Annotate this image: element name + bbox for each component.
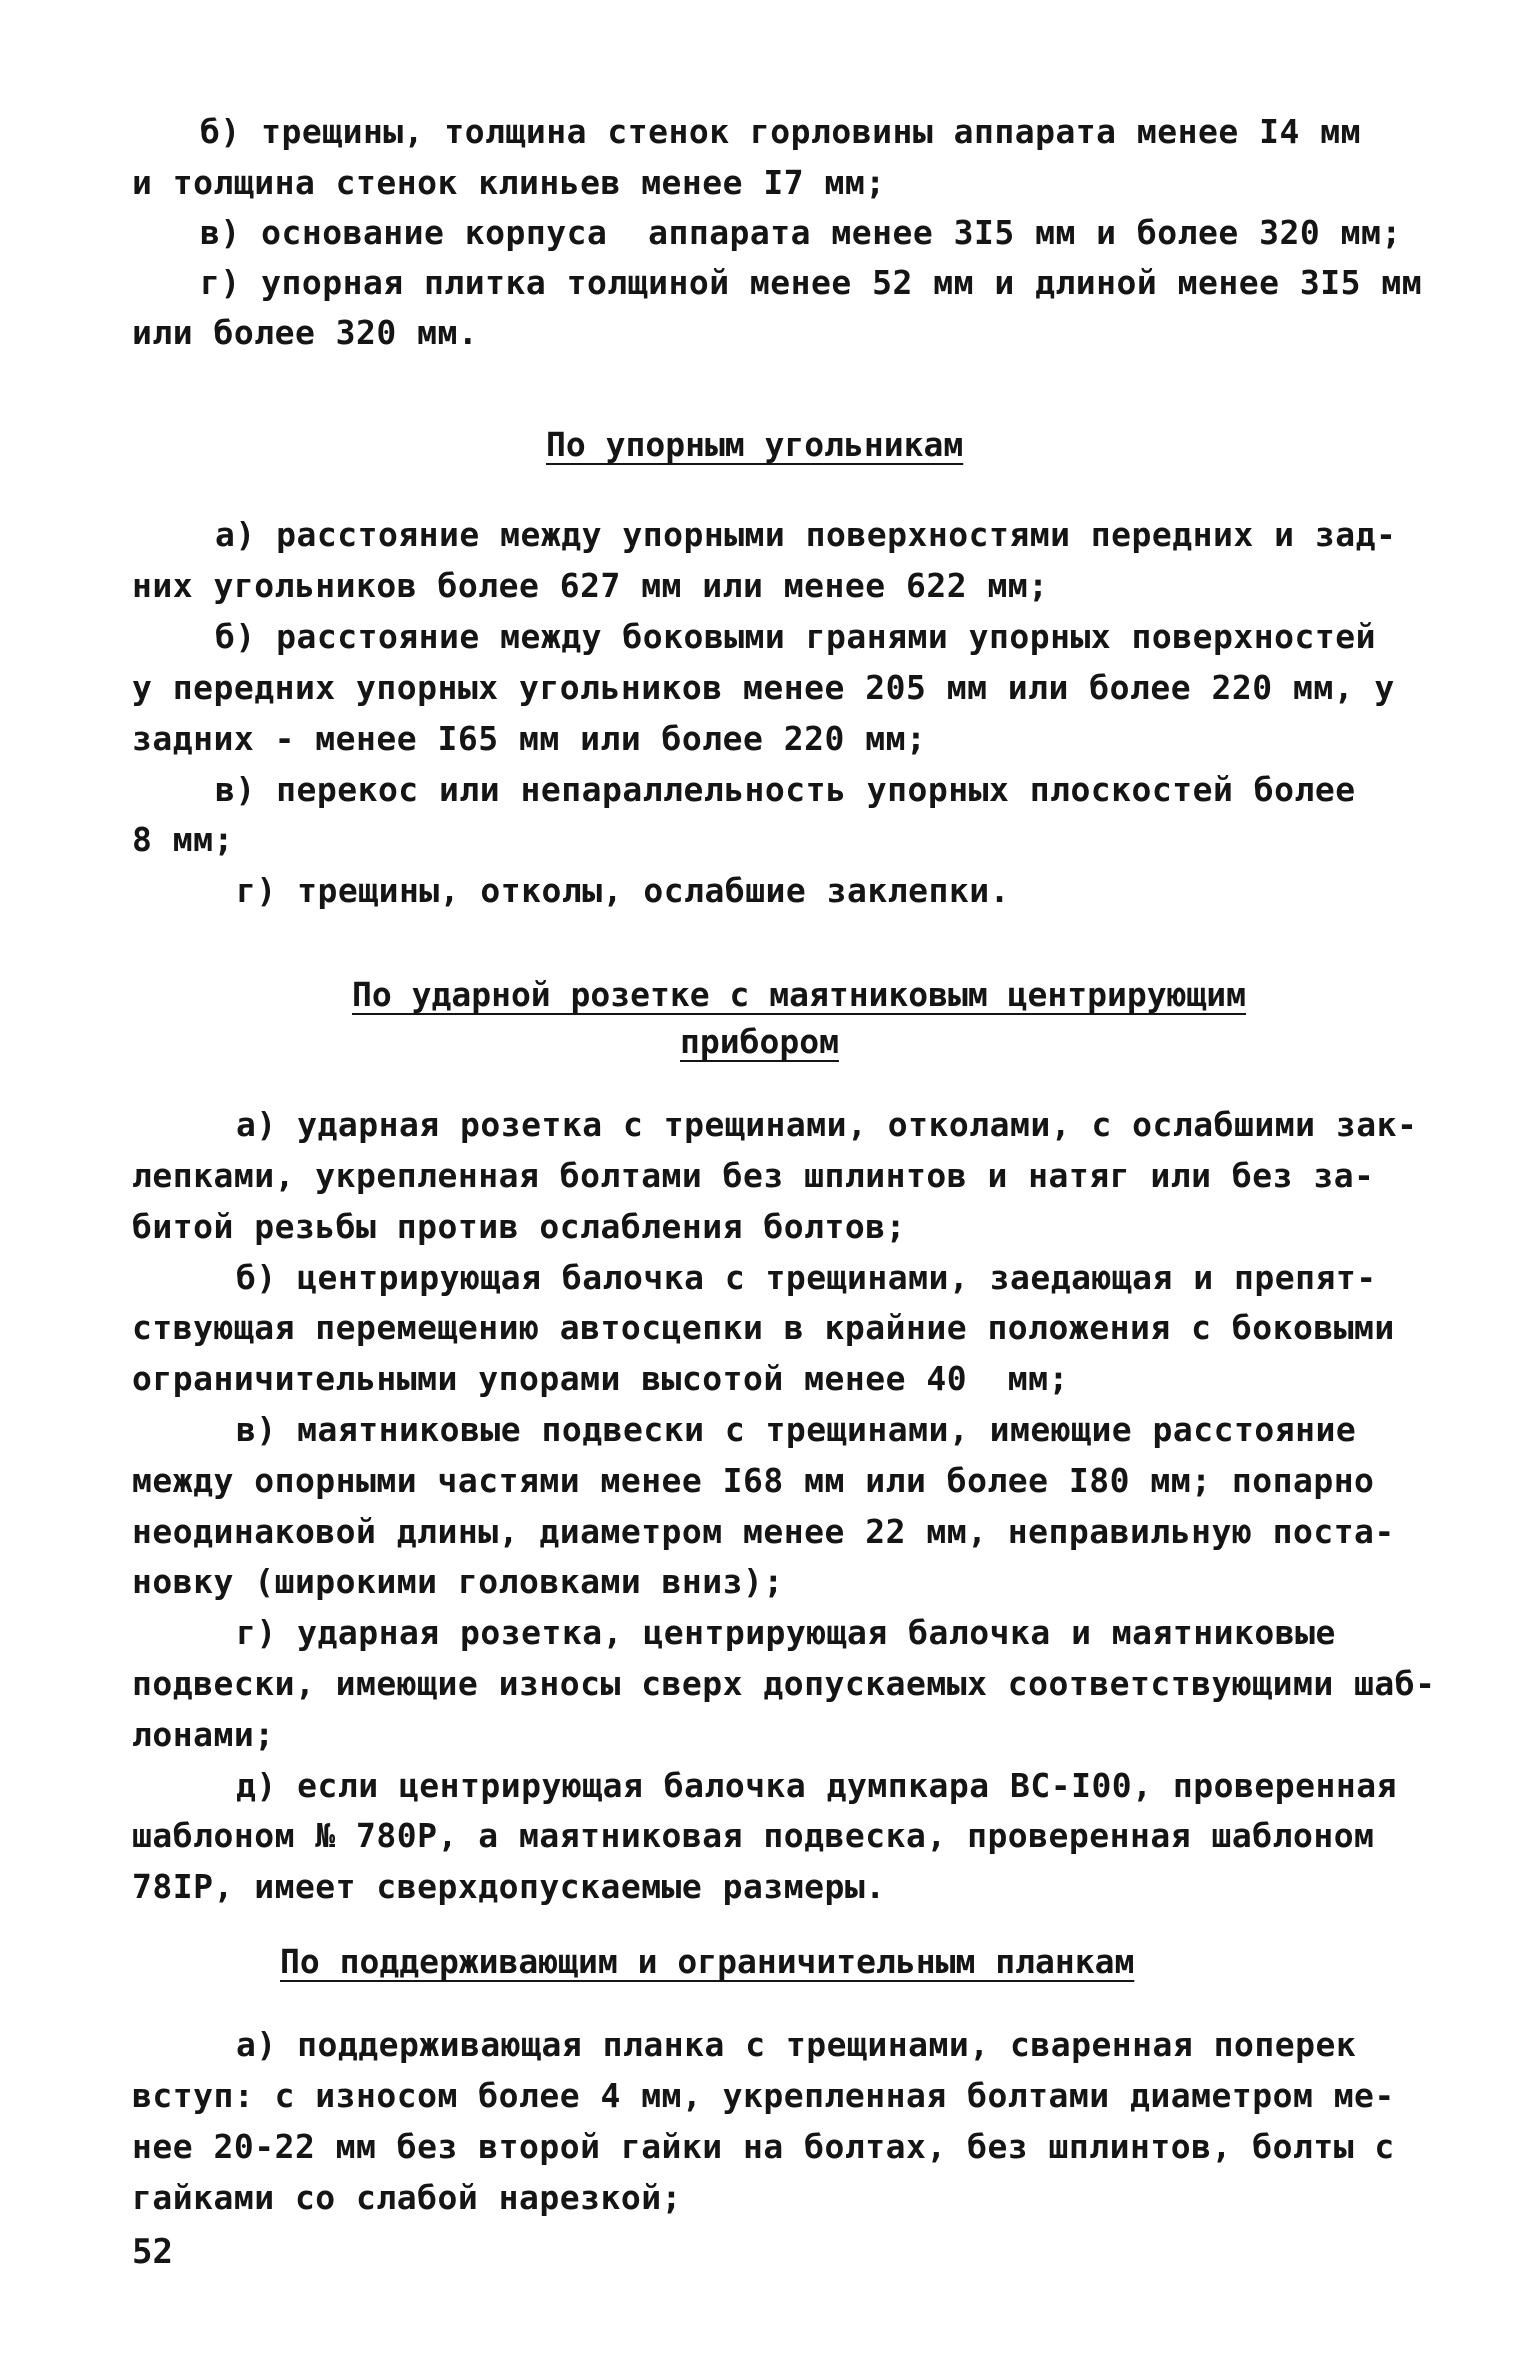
section2-line: д) если центрирующая балочка думпкара ВС-I00, проверенная bbox=[236, 1766, 1397, 1805]
section2-line: а) ударная розетка с трещинами, отколами, с ослабшими зак- bbox=[236, 1105, 1418, 1144]
section2-line: лонами; bbox=[132, 1715, 275, 1754]
section3-line: нее 20-22 мм без второй гайки на болтах, без шплинтов, болты с bbox=[132, 2127, 1395, 2166]
intro-line: б) трещины, толщина стенок горловины аппарата менее I4 мм bbox=[200, 112, 1361, 151]
section2-line: новку (широкими головками вниз); bbox=[132, 1562, 784, 1601]
section3-line: а) поддерживающая планка с трещинами, сваренная поперек bbox=[236, 2025, 1357, 2064]
section2-line: лепками, укрепленная болтами без шплинтов и натяг или без за- bbox=[132, 1156, 1375, 1195]
section2-line: ограничительными упорами высотой менее 40 мм; bbox=[132, 1359, 1069, 1398]
section3-line: вступ: с износом более 4 мм, укрепленная болтами диаметром ме- bbox=[132, 2076, 1395, 2115]
section3-line: гайками со слабой нарезкой; bbox=[132, 2178, 682, 2217]
section2-line: в) маятниковые подвески с трещинами, имеющие расстояние bbox=[236, 1410, 1357, 1449]
section2-line: 78IР, имеет сверхдопускаемые размеры. bbox=[132, 1867, 886, 1906]
section1-line: а) расстояние между упорными поверхностями передних и зад- bbox=[215, 515, 1397, 554]
intro-line: в) основание корпуса аппарата менее 3I5 мм и более 320 мм; bbox=[200, 213, 1402, 252]
section1-line: у передних упорных угольников менее 205 мм или более 220 мм, у bbox=[132, 668, 1395, 707]
section2-line: между опорными частями менее I68 мм или более I80 мм; попарно bbox=[132, 1461, 1375, 1500]
section1-line: 8 мм; bbox=[132, 820, 234, 859]
section2-line: шаблоном № 780Р, а маятниковая подвеска, проверенная шаблоном bbox=[132, 1816, 1375, 1855]
section2-line: г) ударная розетка, центрирующая балочка и маятниковые bbox=[236, 1613, 1336, 1652]
page-number: 52 bbox=[132, 2232, 173, 2272]
section1-line: задних - менее I65 мм или более 220 мм; bbox=[132, 719, 927, 758]
section1-line: них угольников более 627 мм или менее 622 мм; bbox=[132, 566, 1049, 605]
section1-line: б) расстояние между боковыми гранями упорных поверхностей bbox=[215, 617, 1376, 656]
intro-line: г) упорная плитка толщиной менее 52 мм и длиной менее 3I5 мм bbox=[200, 263, 1423, 302]
section-heading: По упорным угольникам bbox=[546, 425, 964, 464]
section-heading: По ударной розетке с маятниковым центрирующим bbox=[352, 975, 1247, 1014]
intro-line: или более 320 мм. bbox=[132, 313, 479, 352]
section-heading: По поддерживающим и ограничительным планкам bbox=[280, 1942, 1135, 1981]
section1-line: г) трещины, отколы, ослабшие заклепки. bbox=[236, 871, 1010, 910]
section1-line: в) перекос или непараллельность упорных плоскостей более bbox=[215, 770, 1356, 809]
section2-line: неодинаковой длины, диаметром менее 22 мм, неправильную поста- bbox=[132, 1512, 1395, 1551]
section2-line: битой резьбы против ослабления болтов; bbox=[132, 1207, 906, 1246]
intro-line: и толщина стенок клиньев менее I7 мм; bbox=[132, 163, 886, 202]
section2-line: подвески, имеющие износы сверх допускаемых соответствующими шаб- bbox=[132, 1664, 1436, 1703]
section2-line: б) центрирующая балочка с трещинами, заедающая и препят- bbox=[236, 1258, 1377, 1297]
section2-line: ствующая перемещению автосцепки в крайние положения с боковыми bbox=[132, 1308, 1395, 1347]
section-heading-continued: прибором bbox=[680, 1022, 839, 1061]
